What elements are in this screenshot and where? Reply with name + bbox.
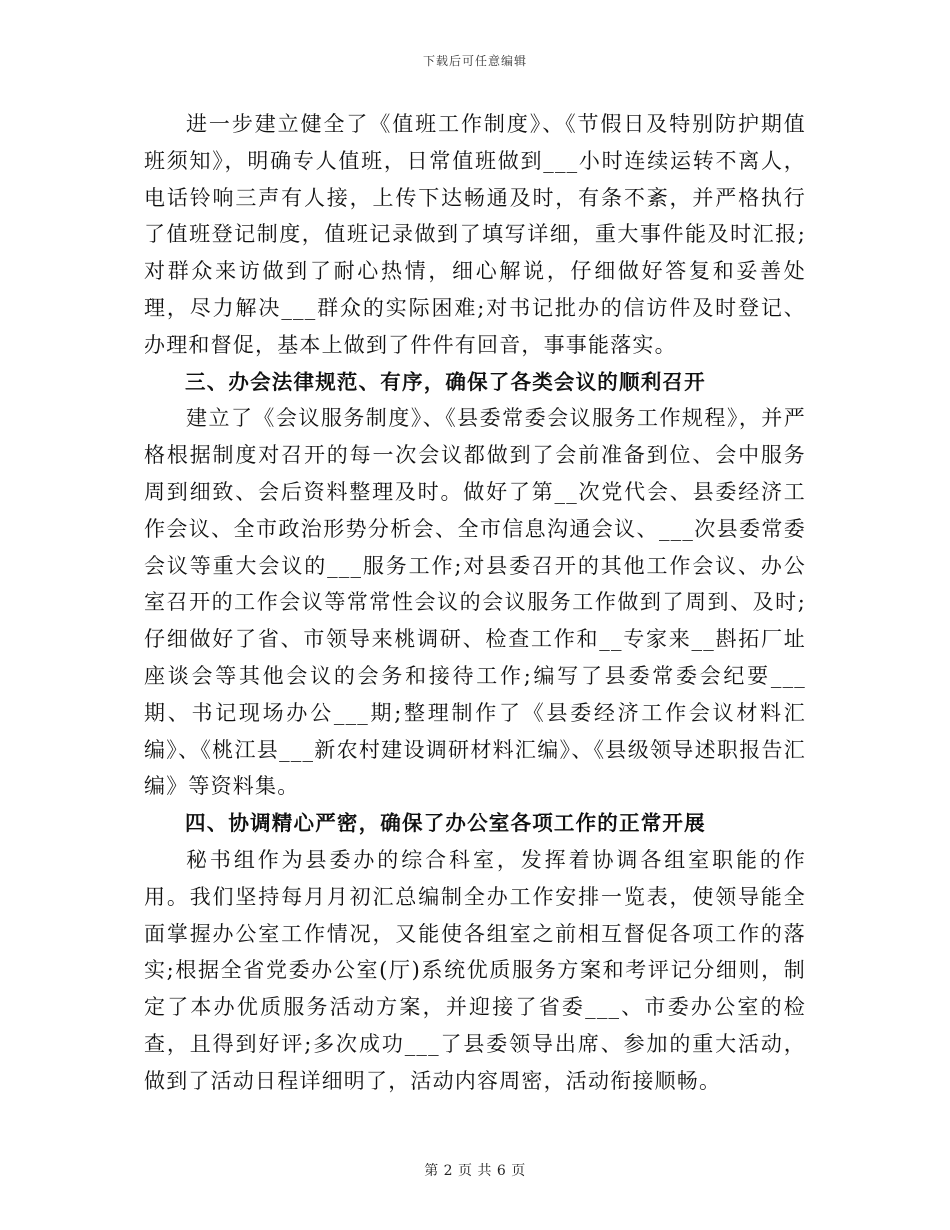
paragraph-coordination: 秘书组作为县委办的综合科室，发挥着协调各组室职能的作用。我们坚持每月月初汇总编制全办工作安排一览表，使领导能全面掌握办公室工作情况，又能使各组室之前相互督促各项工作的落实;根据全省党委办公室(厅)系统优质服务方案和考评记分细则，制定了本办优质服务活动方案，并迎接了省委___、市委办公室的检查，且得到好评;多次成功___了县委领导出席、参加的重大活动，做到了活动日程详细明了，活动内容周密，活动衔接顺畅。 [144,847,806,1093]
document-body [144,106,806,1100]
page-footer: 第 2 页 共 6 页 [424,1163,526,1179]
section-heading-3: 三、办会法律规范、有序，确保了各类会议的顺利召开 [185,369,706,394]
section-heading-4: 四、协调精心严密，确保了办公室各项工作的正常开展 [185,811,706,836]
page-header: 下载后可任意编辑 [422,54,527,68]
paragraph-meeting-services: 建立了《会议服务制度》、《县委常委会议服务工作规程》，并严格根据制度对召开的每一次会议都做到了会前准备到位、会中服务周到细致、会后资料整理及时。做好了第__次党代会、县委经济工作会议、全市政治形势分析会、全市信息沟通会议、___次县委常委会议等重大会议的___服务工作;对县委召开的其他工作会议、办公室召开的工作会议等常常性会议的会议服务工作做到了周到、及时;仔细做好了省、市领导来桃调研、检查工作和__专家来__斟拓厂址座谈会等其他会议的会务和接待工作;编写了县委常委会纪要___期、书记现场办公___期;整理制作了《县委经济工作会议材料汇编》、《桃江县___新农村建设调研材料汇编》、《县级领导述职报告汇编》等资料集。 [144,406,806,799]
paragraph-duty-system: 进一步建立健全了《值班工作制度》、《节假日及特别防护期值班须知》，明确专人值班，日常值班做到___小时连续运转不离人，电话铃响三声有人接，上传下达畅通及时，有条不紊，并严格执行了值班登记制度，值班记录做到了填写详细，重大事件能及时汇报;对群众来访做到了耐心热情，细心解说，仔细做好答复和妥善处理，尽力解决___群众的实际困难;对书记批办的信访件及时登记、办理和督促，基本上做到了件件有回音，事事能落实。 [144,112,806,357]
